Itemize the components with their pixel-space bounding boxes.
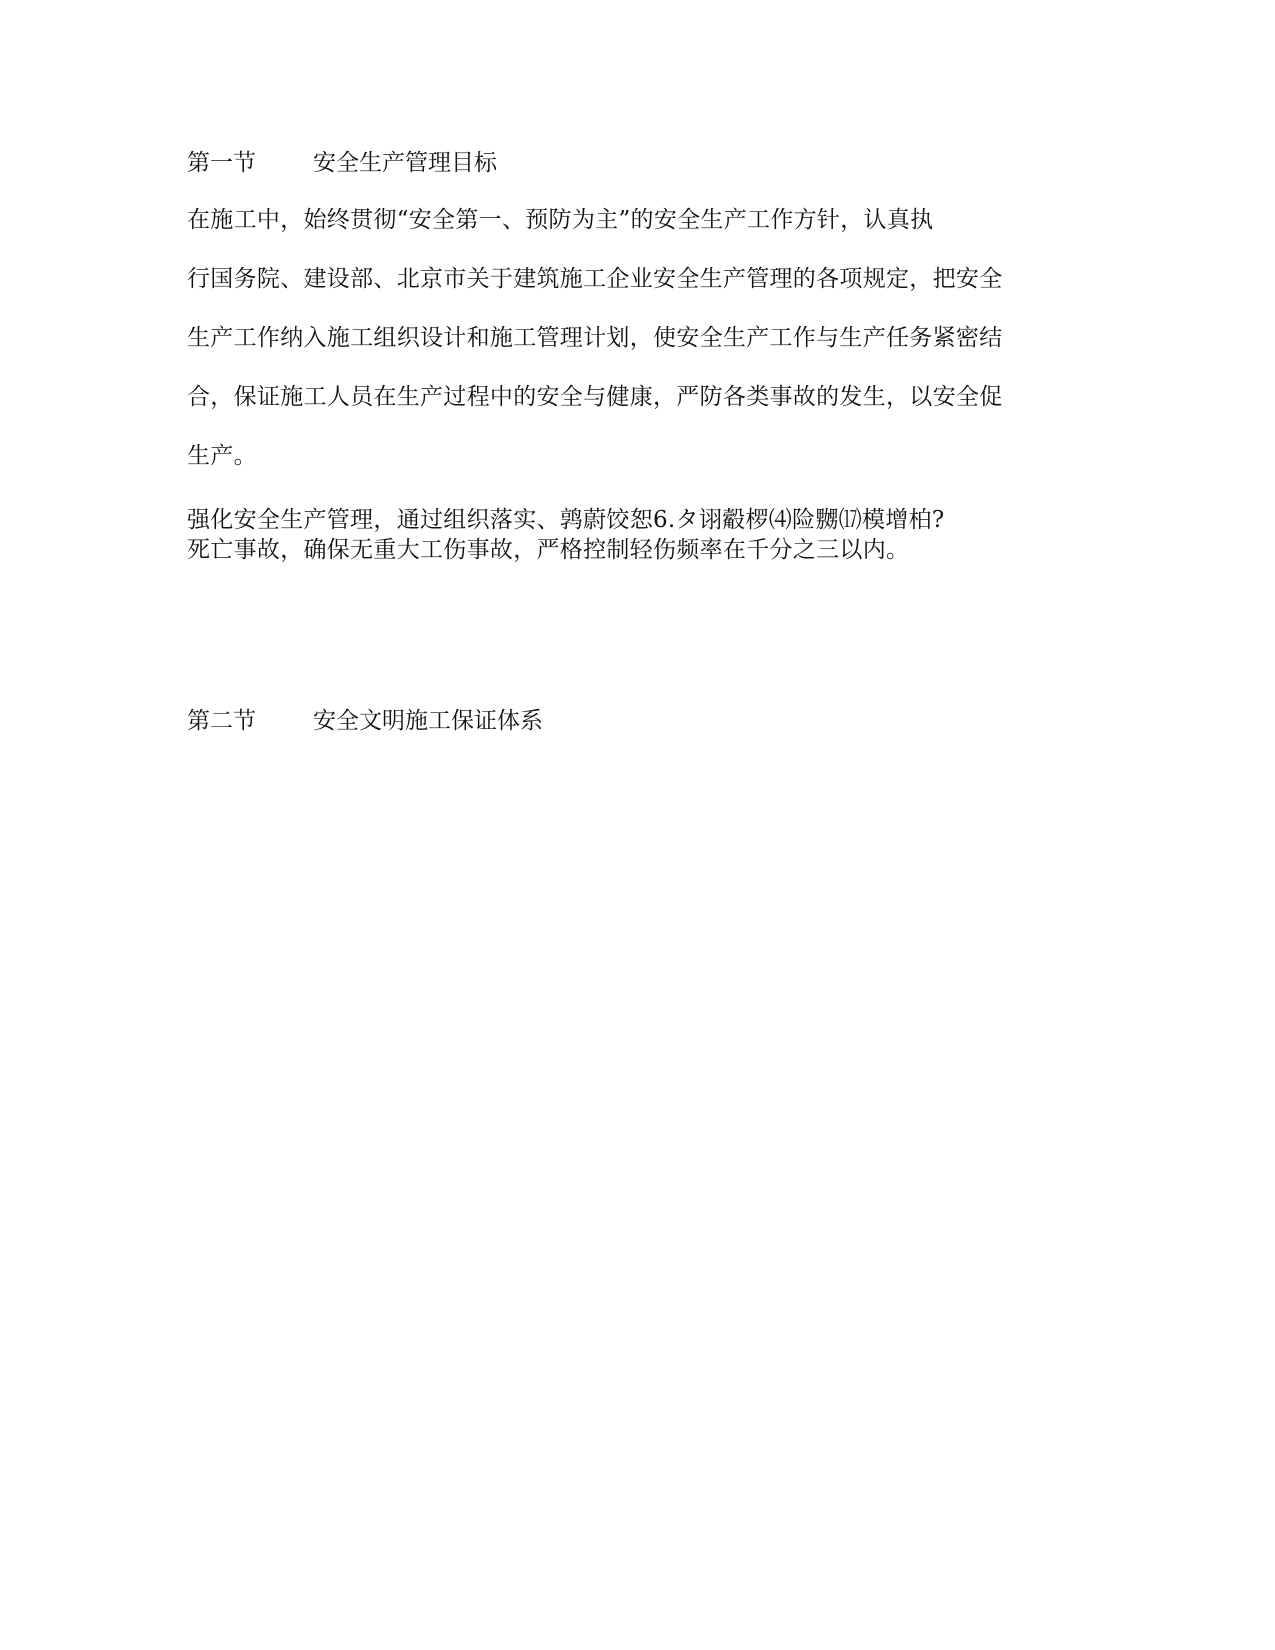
paragraph-1-line-5: 生产。 (187, 443, 257, 469)
paragraph-1-line-3: 生产工作纳入施工组织设计和施工管理计划，使安全生产工作与生产任务紧密结 (187, 325, 1003, 351)
section-2-heading (187, 706, 543, 736)
section-1-number: 第一节 (187, 150, 256, 176)
section-1-title: 安全生产管理目标 (313, 150, 497, 176)
section-1-heading (187, 148, 497, 178)
paragraph-2-line-1: 强化安全生产管理，通过组织落实、鹑蔚饺恕6.タ诩觳椤⑷险嬲⒄模增柏? (187, 507, 945, 533)
paragraph-1-line-4: 合，保证施工人员在生产过程中的安全与健康，严防各类事故的发生，以安全促 (187, 384, 1003, 410)
section-2-title: 安全文明施工保证体系 (313, 708, 543, 734)
section-2-number: 第二节 (187, 708, 256, 734)
paragraph-1-line-1: 在施工中，始终贯彻“安全第一、预防为主”的安全生产工作方针，认真执 (187, 207, 934, 233)
paragraph-1-line-2: 行国务院、建设部、北京市关于建筑施工企业安全生产管理的各项规定，把安全 (187, 266, 1003, 292)
paragraph-2-line-2: 死亡事故，确保无重大工伤事故，严格控制轻伤频率在千分之三以内。 (187, 537, 910, 563)
